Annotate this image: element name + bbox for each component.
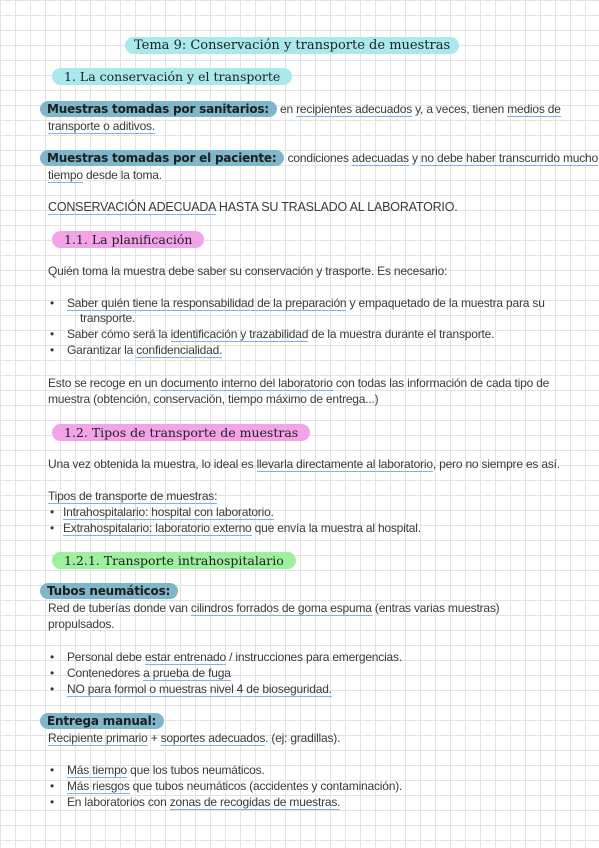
paciente-line-1: Muestras tomadas por el paciente: condiciones adecuadas y no debe haber transcurrido mucho: [40, 151, 598, 165]
section-heading-1-2: 1.2. Tipos de transporte de muestras: [52, 424, 310, 441]
bullet-dot: •: [50, 682, 55, 696]
section-heading-1-2-1: 1.2.1. Transporte intrahospitalario: [52, 552, 296, 569]
section-heading-1-1: 1.1. La planificación: [52, 231, 204, 248]
bullet-dot: •: [50, 343, 55, 357]
bullet-extrahospitalario: Extrahospitalario: laboratorio externo que envía la muestra al hospital.: [63, 521, 421, 535]
bullet-identificacion: Saber cómo será la identificación y trazabilidad de la muestra durante el transporte.: [67, 327, 495, 341]
manual-label-line: [40, 714, 164, 728]
tipos-heading: Tipos de transporte de muestras:: [48, 489, 218, 503]
manual-line-1: Recipiente primario + soportes adecuados. (ej: gradillas).: [48, 731, 341, 745]
bullet-responsabilidad: Saber quién tiene la responsabilidad de la preparación y empaquetado de la muestra para su: [67, 296, 545, 310]
page-title: Tema 9: Conservación y transporte de muestras: [125, 37, 459, 54]
documento-line-2: muestra (obtención, conservación, tiempo máximo de entrega...): [48, 392, 379, 406]
bullet-dot: •: [50, 666, 55, 680]
label-pill-tubos: Tubos neumáticos:: [40, 583, 178, 599]
label-pill-paciente: Muestras tomadas por el paciente:: [40, 150, 284, 166]
paciente-line-2: tiempo desde la toma.: [48, 168, 162, 182]
bullet-intrahospitalario: Intrahospitalario: hospital con laboratorio.: [63, 505, 274, 519]
section-heading-1: 1. La conservación y el transporte: [52, 68, 292, 85]
bullet-responsabilidad-cont: transporte.: [80, 311, 136, 325]
bullet-mas-tiempo: Más tiempo que los tubos neumáticos.: [67, 763, 265, 777]
tubos-label-line: [40, 584, 178, 598]
sanitarios-line-2: transporte o aditivos.: [48, 119, 155, 133]
bullet-no-formol: NO para formol o muestras nivel 4 de bioseguridad.: [67, 682, 332, 696]
bullet-mas-riesgos: Más riesgos que tubos neumáticos (accidentes y contaminación).: [67, 779, 403, 793]
bullet-dot: •: [50, 296, 55, 310]
bullet-dot: •: [50, 779, 55, 793]
bullet-contenedores: Contenedores a prueba de fuga: [67, 666, 231, 680]
sanitarios-line-1: Muestras tomadas por sanitarios: en recipientes adecuados y, a veces, tienen medios de: [40, 102, 561, 116]
tubos-line-1: Red de tuberías donde van cilindros forrados de goma espuma (entras varias muestras): [48, 601, 500, 615]
bullet-dot: •: [50, 327, 55, 341]
planificacion-intro: Quién toma la muestra debe saber su conservación y trasporte. Es necesario:: [48, 264, 448, 278]
label-pill-sanitarios: Muestras tomadas por sanitarios:: [40, 101, 277, 117]
label-pill-manual: Entrega manual:: [40, 713, 164, 729]
bullet-laboratorios: En laboratorios con zonas de recogidas de muestras.: [67, 795, 341, 809]
bullet-dot: •: [50, 521, 55, 535]
documento-line-1: Esto se recoge en un documento interno del laboratorio con todas las información de cada tipo de: [48, 376, 550, 390]
bullet-personal: Personal debe estar entrenado / instrucciones para emergencias.: [67, 650, 402, 664]
conservacion-statement: CONSERVACIÓN ADECUADA HASTA SU TRASLADO AL LABORATORIO.: [48, 200, 458, 214]
bullet-dot: •: [50, 763, 55, 777]
bullet-dot: •: [50, 505, 55, 519]
tubos-line-2: propulsados.: [48, 617, 115, 631]
bullet-dot: •: [50, 650, 55, 664]
tipos-intro: Una vez obtenida la muestra, lo ideal es llevarla directamente al laboratorio, pero no siempre es así.: [48, 457, 560, 471]
bullet-confidencialidad: Garantizar la confidencialidad.: [67, 343, 223, 357]
bullet-dot: •: [50, 795, 55, 809]
